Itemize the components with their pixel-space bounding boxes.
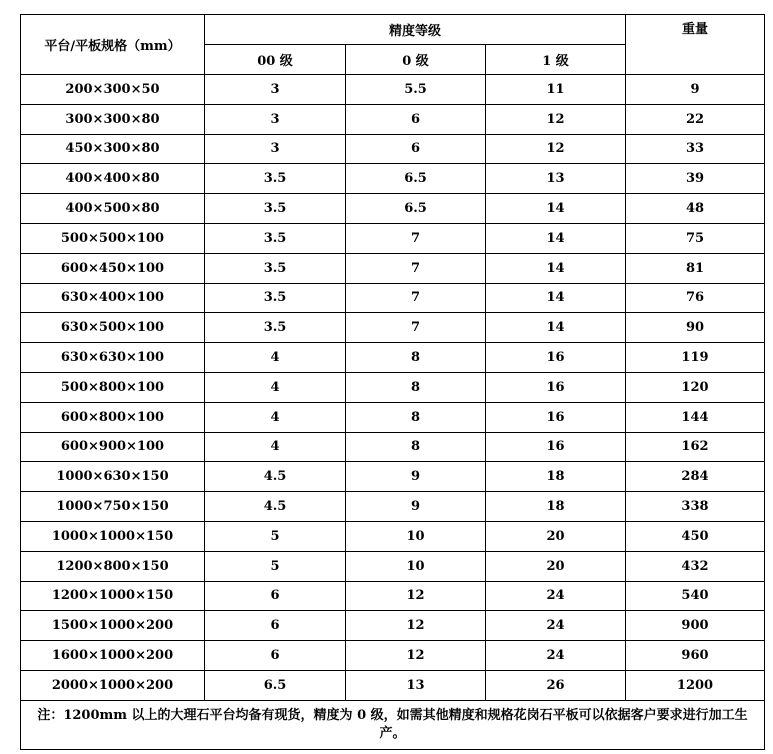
grade-0-cell: 10 bbox=[346, 551, 486, 581]
grade-1-cell: 16 bbox=[486, 432, 626, 462]
spec-cell: 630×500×100 bbox=[21, 313, 205, 343]
table-row bbox=[21, 670, 765, 700]
grade-0-cell: 9 bbox=[346, 462, 486, 492]
grade-0-cell: 12 bbox=[346, 581, 486, 611]
grade-00-cell: 6.5 bbox=[205, 670, 346, 700]
spec-cell: 1200×800×150 bbox=[21, 551, 205, 581]
grade-00-cell: 3.5 bbox=[205, 313, 346, 343]
weight-cell: 33 bbox=[626, 134, 765, 164]
spec-cell: 630×630×100 bbox=[21, 343, 205, 373]
weight-cell: 960 bbox=[626, 641, 765, 671]
grade-0-cell: 7 bbox=[346, 223, 486, 253]
grade-0-cell: 9 bbox=[346, 492, 486, 522]
table-row bbox=[21, 104, 765, 134]
grade-group-header: 精度等级 bbox=[205, 15, 626, 45]
grade-00-cell: 6 bbox=[205, 581, 346, 611]
spec-cell: 200×300×50 bbox=[21, 75, 205, 105]
spec-cell: 300×300×80 bbox=[21, 104, 205, 134]
spec-cell: 400×500×80 bbox=[21, 194, 205, 224]
table-row bbox=[21, 492, 765, 522]
grade-0-cell: 7 bbox=[346, 283, 486, 313]
spec-cell: 630×400×100 bbox=[21, 283, 205, 313]
grade-1-cell: 11 bbox=[486, 75, 626, 105]
spec-cell: 1200×1000×150 bbox=[21, 581, 205, 611]
grade-0-cell: 8 bbox=[346, 372, 486, 402]
table-row bbox=[21, 641, 765, 671]
grade-0-cell: 6 bbox=[346, 104, 486, 134]
weight-cell: 284 bbox=[626, 462, 765, 492]
grade-0-cell: 13 bbox=[346, 670, 486, 700]
grade-header-1: 1 级 bbox=[486, 45, 626, 75]
grade-00-cell: 5 bbox=[205, 551, 346, 581]
grade-1-cell: 14 bbox=[486, 313, 626, 343]
weight-cell: 90 bbox=[626, 313, 765, 343]
weight-cell: 1200 bbox=[626, 670, 765, 700]
grade-0-cell: 6.5 bbox=[346, 164, 486, 194]
grade-1-cell: 13 bbox=[486, 164, 626, 194]
spec-cell: 1500×1000×200 bbox=[21, 611, 205, 641]
weight-cell: 540 bbox=[626, 581, 765, 611]
table-row bbox=[21, 402, 765, 432]
weight-cell: 900 bbox=[626, 611, 765, 641]
grade-1-cell: 24 bbox=[486, 611, 626, 641]
grade-0-cell: 5.5 bbox=[346, 75, 486, 105]
table-row bbox=[21, 581, 765, 611]
grade-00-cell: 4.5 bbox=[205, 462, 346, 492]
spec-cell: 600×450×100 bbox=[21, 253, 205, 283]
grade-00-cell: 4 bbox=[205, 402, 346, 432]
grade-00-cell: 3 bbox=[205, 134, 346, 164]
spec-cell: 500×500×100 bbox=[21, 223, 205, 253]
spec-cell: 600×900×100 bbox=[21, 432, 205, 462]
weight-cell: 450 bbox=[626, 521, 765, 551]
spec-cell: 1600×1000×200 bbox=[21, 641, 205, 671]
grade-1-cell: 14 bbox=[486, 223, 626, 253]
grade-1-cell: 20 bbox=[486, 521, 626, 551]
spec-cell: 1000×750×150 bbox=[21, 492, 205, 522]
weight-cell: 76 bbox=[626, 283, 765, 313]
weight-cell: 81 bbox=[626, 253, 765, 283]
grade-0-cell: 7 bbox=[346, 253, 486, 283]
grade-1-cell: 14 bbox=[486, 253, 626, 283]
grade-0-cell: 10 bbox=[346, 521, 486, 551]
spec-table-container bbox=[20, 14, 764, 750]
grade-0-cell: 12 bbox=[346, 611, 486, 641]
weight-header: 重量 bbox=[626, 15, 765, 75]
spec-cell: 450×300×80 bbox=[21, 134, 205, 164]
weight-cell: 144 bbox=[626, 402, 765, 432]
grade-header-0: 0 级 bbox=[346, 45, 486, 75]
grade-00-cell: 4 bbox=[205, 432, 346, 462]
grade-00-cell: 3.5 bbox=[205, 164, 346, 194]
spec-header: 平台/平板规格（mm） bbox=[21, 15, 205, 75]
grade-1-cell: 14 bbox=[486, 283, 626, 313]
grade-00-cell: 4 bbox=[205, 372, 346, 402]
weight-cell: 119 bbox=[626, 343, 765, 373]
grade-1-cell: 20 bbox=[486, 551, 626, 581]
grade-00-cell: 6 bbox=[205, 641, 346, 671]
table-row bbox=[21, 223, 765, 253]
table-row bbox=[21, 343, 765, 373]
grade-1-cell: 12 bbox=[486, 134, 626, 164]
table-row bbox=[21, 75, 765, 105]
spec-table bbox=[20, 14, 765, 750]
weight-cell: 120 bbox=[626, 372, 765, 402]
grade-0-cell: 8 bbox=[346, 402, 486, 432]
weight-cell: 48 bbox=[626, 194, 765, 224]
grade-00-cell: 4 bbox=[205, 343, 346, 373]
grade-0-cell: 12 bbox=[346, 641, 486, 671]
note-text: 注：1200mm 以上的大理石平台均备有现货，精度为 0 级，如需其他精度和规格花岗石平板可以依据客户要求进行加工生产。 bbox=[21, 700, 765, 749]
grade-00-cell: 3 bbox=[205, 104, 346, 134]
weight-cell: 338 bbox=[626, 492, 765, 522]
grade-00-cell: 5 bbox=[205, 521, 346, 551]
grade-00-cell: 4.5 bbox=[205, 492, 346, 522]
spec-cell: 1000×1000×150 bbox=[21, 521, 205, 551]
grade-1-cell: 14 bbox=[486, 194, 626, 224]
grade-1-cell: 18 bbox=[486, 462, 626, 492]
grade-0-cell: 8 bbox=[346, 432, 486, 462]
grade-00-cell: 3.5 bbox=[205, 223, 346, 253]
table-body bbox=[21, 75, 765, 701]
table-row bbox=[21, 462, 765, 492]
table-row bbox=[21, 194, 765, 224]
grade-00-cell: 3.5 bbox=[205, 283, 346, 313]
table-row bbox=[21, 551, 765, 581]
table-row bbox=[21, 372, 765, 402]
spec-cell: 1000×630×150 bbox=[21, 462, 205, 492]
weight-cell: 39 bbox=[626, 164, 765, 194]
table-row bbox=[21, 134, 765, 164]
grade-1-cell: 16 bbox=[486, 402, 626, 432]
grade-1-cell: 12 bbox=[486, 104, 626, 134]
table-row bbox=[21, 253, 765, 283]
grade-00-cell: 3.5 bbox=[205, 194, 346, 224]
weight-cell: 9 bbox=[626, 75, 765, 105]
table-row bbox=[21, 521, 765, 551]
weight-cell: 22 bbox=[626, 104, 765, 134]
grade-0-cell: 8 bbox=[346, 343, 486, 373]
spec-cell: 600×800×100 bbox=[21, 402, 205, 432]
table-row bbox=[21, 283, 765, 313]
grade-00-cell: 3.5 bbox=[205, 253, 346, 283]
table-row bbox=[21, 432, 765, 462]
weight-cell: 162 bbox=[626, 432, 765, 462]
weight-cell: 432 bbox=[626, 551, 765, 581]
grade-0-cell: 6.5 bbox=[346, 194, 486, 224]
grade-1-cell: 24 bbox=[486, 581, 626, 611]
grade-header-00: 00 级 bbox=[205, 45, 346, 75]
spec-cell: 400×400×80 bbox=[21, 164, 205, 194]
spec-cell: 500×800×100 bbox=[21, 372, 205, 402]
header-row-1 bbox=[21, 15, 765, 45]
grade-00-cell: 6 bbox=[205, 611, 346, 641]
grade-0-cell: 6 bbox=[346, 134, 486, 164]
grade-1-cell: 26 bbox=[486, 670, 626, 700]
spec-cell: 2000×1000×200 bbox=[21, 670, 205, 700]
grade-1-cell: 16 bbox=[486, 372, 626, 402]
grade-0-cell: 7 bbox=[346, 313, 486, 343]
grade-1-cell: 18 bbox=[486, 492, 626, 522]
weight-cell: 75 bbox=[626, 223, 765, 253]
grade-1-cell: 16 bbox=[486, 343, 626, 373]
grade-00-cell: 3 bbox=[205, 75, 346, 105]
note-row bbox=[21, 700, 765, 749]
table-row bbox=[21, 164, 765, 194]
table-row bbox=[21, 313, 765, 343]
grade-1-cell: 24 bbox=[486, 641, 626, 671]
table-row bbox=[21, 611, 765, 641]
